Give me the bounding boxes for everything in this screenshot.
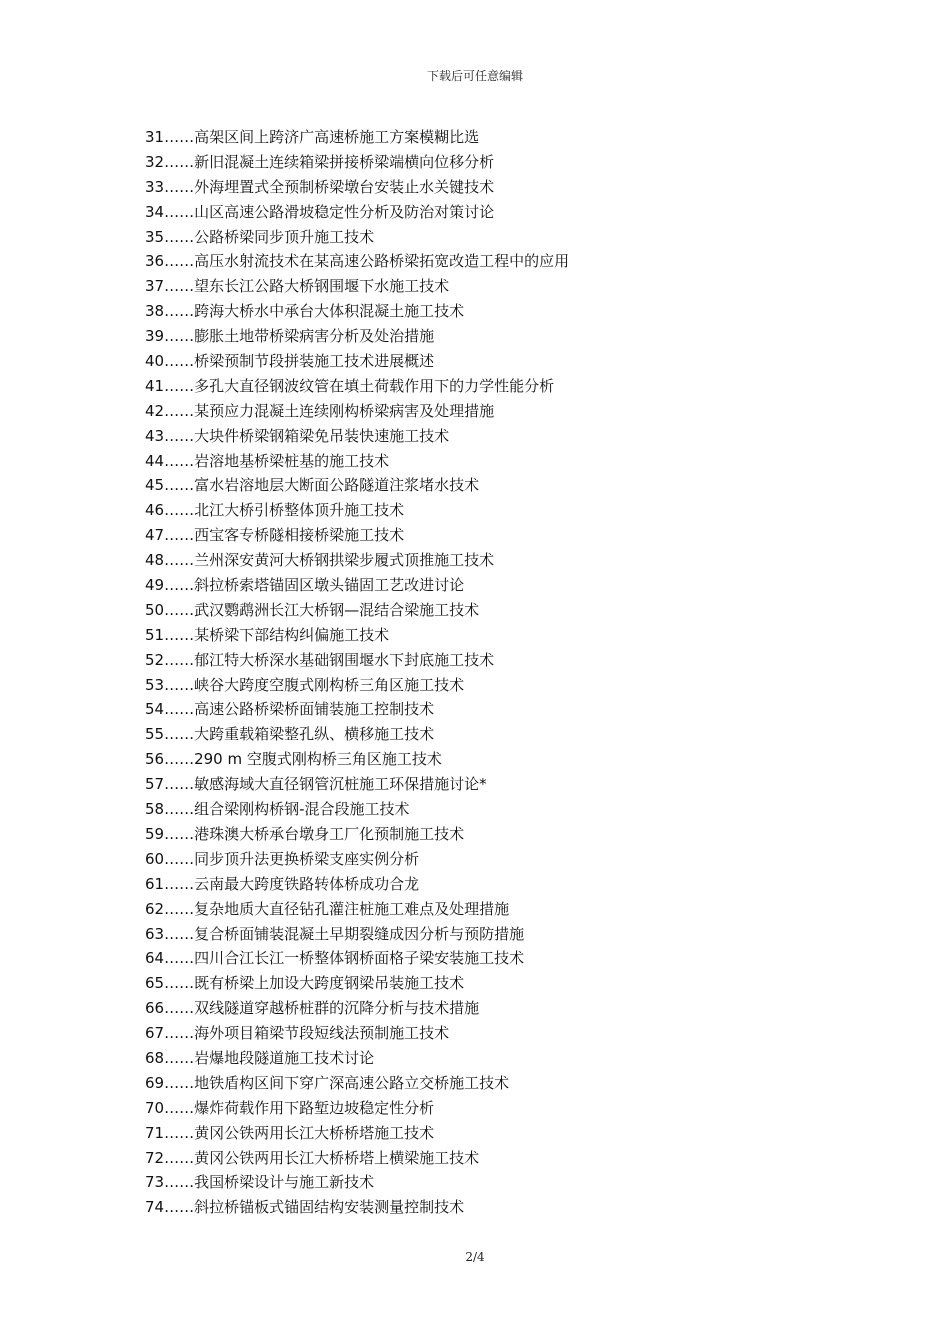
list-item: 51……某桥梁下部结构纠偏施工技术 — [145, 625, 390, 644]
list-item: 32……新旧混凝土连续箱梁拼接桥梁端横向位移分析 — [145, 152, 495, 171]
list-item: 43……大块件桥梁钢箱梁免吊装快速施工技术 — [145, 426, 450, 445]
list-item: 57……敏感海域大直径钢管沉桩施工环保措施讨论* — [145, 775, 487, 794]
list-item: 71……黄冈公铁两用长江大桥桥塔施工技术 — [145, 1123, 435, 1142]
list-item: 54……高速公路桥梁桥面铺装施工控制技术 — [145, 700, 435, 719]
list-item: 68……岩爆地段隧道施工技术讨论 — [145, 1048, 375, 1067]
list-item: 63……复合桥面铺装混凝土早期裂缝成因分析与预防措施 — [145, 924, 525, 943]
list-item: 62……复杂地质大直径钻孔灌注桩施工难点及处理措施 — [145, 899, 510, 918]
page-header: 下载后可任意编辑 — [426, 69, 523, 83]
list-item: 41……多孔大直径钢波纹管在填土荷载作用下的力学性能分析 — [145, 376, 555, 395]
list-item: 74……斜拉桥锚板式锚固结构安装测量控制技术 — [145, 1198, 465, 1217]
list-item: 52……郁江特大桥深水基础钢围堰水下封底施工技术 — [145, 650, 495, 669]
list-item: 34……山区高速公路滑坡稳定性分析及防治对策讨论 — [145, 202, 495, 221]
list-item: 64……四川合江长江一桥整体钢桥面格子梁安装施工技术 — [145, 949, 525, 968]
list-item: 53……峡谷大跨度空腹式刚构桥三角区施工技术 — [145, 675, 465, 694]
list-item: 58……组合梁刚构桥钢-混合段施工技术 — [145, 800, 410, 819]
list-item: 45……富水岩溶地层大断面公路隧道注浆堵水技术 — [145, 476, 480, 495]
list-item: 48……兰州深安黄河大桥钢拱梁步履式顶推施工技术 — [145, 551, 495, 570]
list-item: 35……公路桥梁同步顶升施工技术 — [145, 227, 375, 246]
list-item: 66……双线隧道穿越桥桩群的沉降分析与技术措施 — [145, 999, 480, 1018]
list-item: 50……武汉鹦鹉洲长江大桥钢—混结合梁施工技术 — [145, 600, 480, 619]
list-item: 60……同步顶升法更换桥梁支座实例分析 — [145, 849, 420, 868]
list-item: 37……望东长江公路大桥钢围堰下水施工技术 — [145, 277, 450, 296]
list-item: 49……斜拉桥索塔锚固区墩头锚固工艺改进讨论 — [145, 576, 465, 595]
list-item: 40……桥梁预制节段拼装施工技术进展概述 — [145, 352, 435, 371]
list-item: 47……西宝客专桥隧相接桥梁施工技术 — [145, 526, 405, 545]
list-item: 72……黄冈公铁两用长江大桥桥塔上横梁施工技术 — [145, 1148, 480, 1167]
list-item: 31……高架区间上跨济广高速桥施工方案模糊比选 — [145, 128, 480, 146]
list-item: 46……北江大桥引桥整体顶升施工技术 — [145, 501, 405, 520]
list-item: 33……外海埋置式全预制桥梁墩台安装止水关键技术 — [145, 177, 495, 196]
list-item: 69……地铁盾构区间下穿广深高速公路立交桥施工技术 — [145, 1073, 510, 1092]
page-number: 2/4 — [465, 1250, 485, 1264]
list-item: 38……跨海大桥水中承台大体积混凝土施工技术 — [145, 302, 465, 321]
list-item: 44……岩溶地基桥梁桩基的施工技术 — [145, 451, 390, 470]
list-item: 59……港珠澳大桥承台墩身工厂化预制施工技术 — [145, 824, 465, 843]
list-item: 39……膨胀土地带桥梁病害分析及处治措施 — [145, 327, 435, 346]
list-item: 70……爆炸荷载作用下路堑边坡稳定性分析 — [145, 1098, 435, 1117]
list-item: 42……某预应力混凝土连续刚构桥梁病害及处理措施 — [145, 401, 495, 420]
list-item: 55……大跨重载箱梁整孔纵、横移施工技术 — [145, 725, 435, 744]
table-of-contents — [145, 125, 845, 1220]
list-item: 65……既有桥梁上加设大跨度钢梁吊装施工技术 — [145, 974, 465, 993]
list-item: 56……290 m 空腹式刚构桥三角区施工技术 — [145, 750, 442, 769]
list-item: 36……高压水射流技术在某高速公路桥梁拓宽改造工程中的应用 — [145, 252, 570, 271]
list-item: 61……云南最大跨度铁路转体桥成功合龙 — [145, 874, 420, 893]
list-item: 73……我国桥梁设计与施工新技术 — [145, 1173, 375, 1192]
list-item: 67……海外项目箱梁节段短线法预制施工技术 — [145, 1024, 450, 1043]
